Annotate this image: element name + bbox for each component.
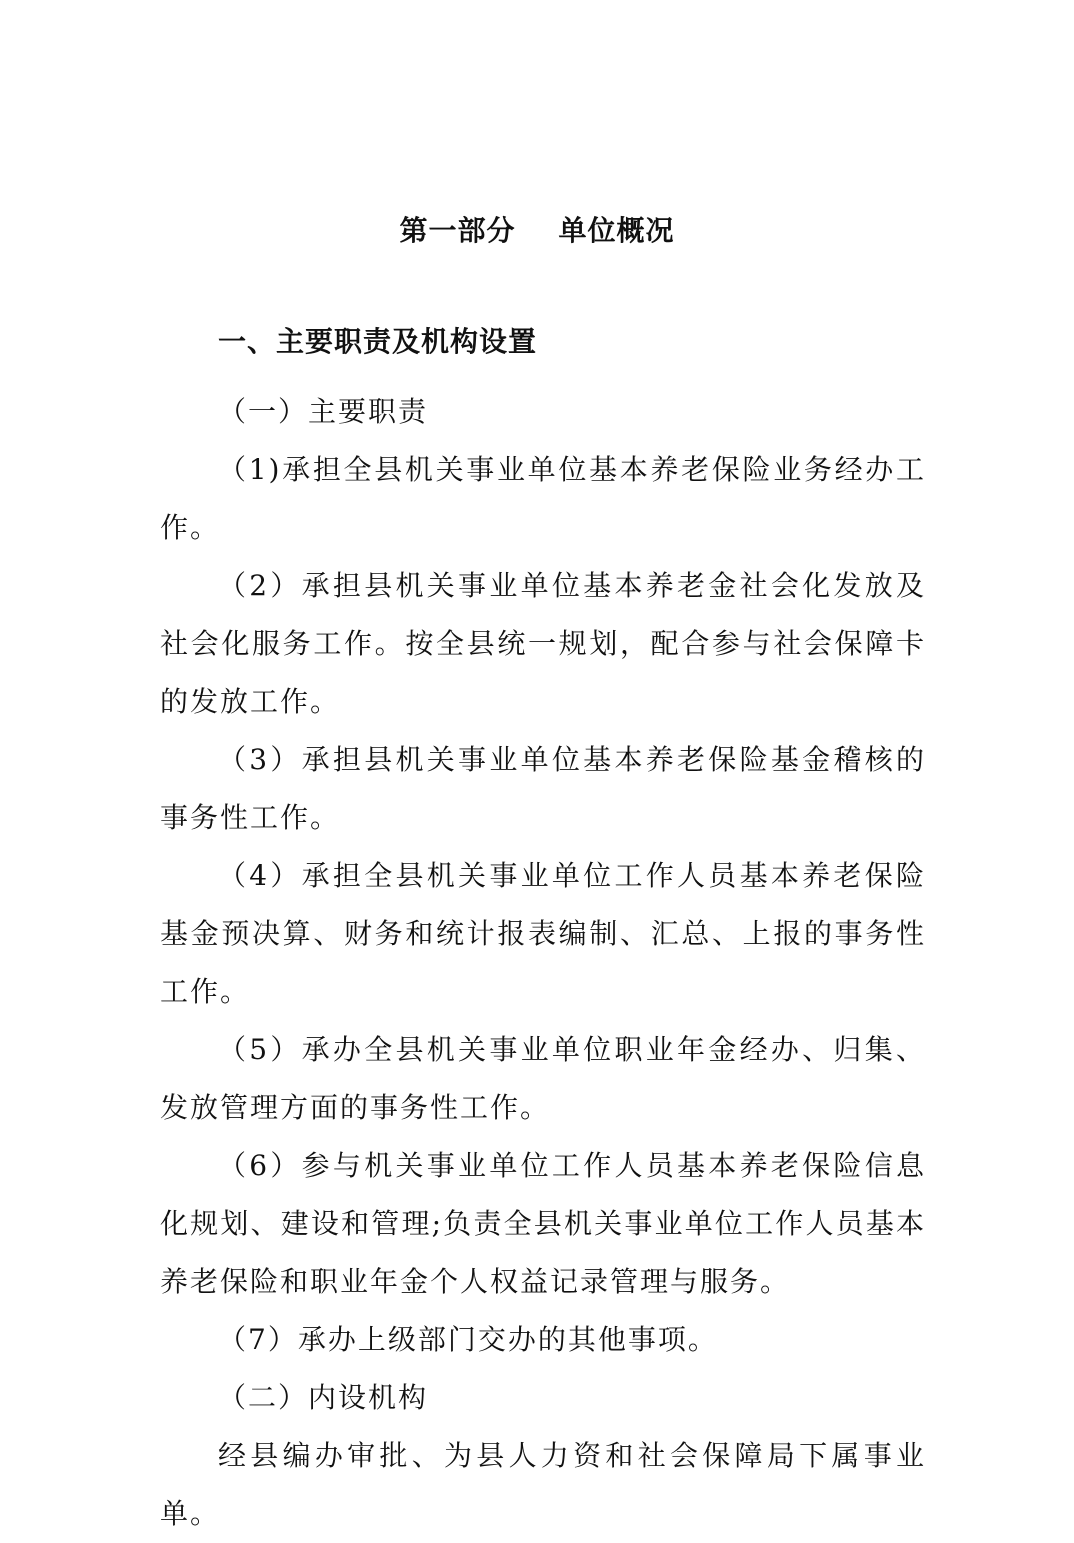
duty-paragraph: （3）承担县机关事业单位基本养老保险基金稽核的事务性工作。 — [160, 743, 926, 834]
section-heading: 一、主要职责及机构设置 — [218, 325, 538, 358]
page-title: 第一部分 单位概况 — [399, 214, 675, 247]
duty-paragraph: （7）承办上级部门交办的其他事项。 — [218, 1323, 718, 1356]
duty-paragraph: （6）参与机关事业单位工作人员基本养老保险信息化规划、建设和管理;负责全县机关事业单位工作人员基本养老保险和职业年金个人权益记录管理与服务。 — [160, 1149, 926, 1298]
closing-paragraph: 经县编办审批、为县人力资和社会保障局下属事业单。 — [160, 1439, 926, 1530]
duty-paragraph: （5）承办全县机关事业单位职业年金经办、归集、发放管理方面的事务性工作。 — [160, 1033, 926, 1124]
subheading-internal-structure: （二）内设机构 — [218, 1381, 429, 1414]
duty-paragraph: （4）承担全县机关事业单位工作人员基本养老保险基金预决算、财务和统计报表编制、汇总、上报的事务性工作。 — [160, 859, 926, 1008]
duty-paragraph: （1)承担全县机关事业单位基本养老保险业务经办工作。 — [160, 453, 926, 544]
subheading-duties: （一）主要职责 — [218, 395, 429, 428]
document-body — [160, 383, 926, 1543]
duty-paragraph: （2）承担县机关事业单位基本养老金社会化发放及社会化服务工作。按全县统一规划，配合参与社会保障卡的发放工作。 — [160, 569, 926, 718]
